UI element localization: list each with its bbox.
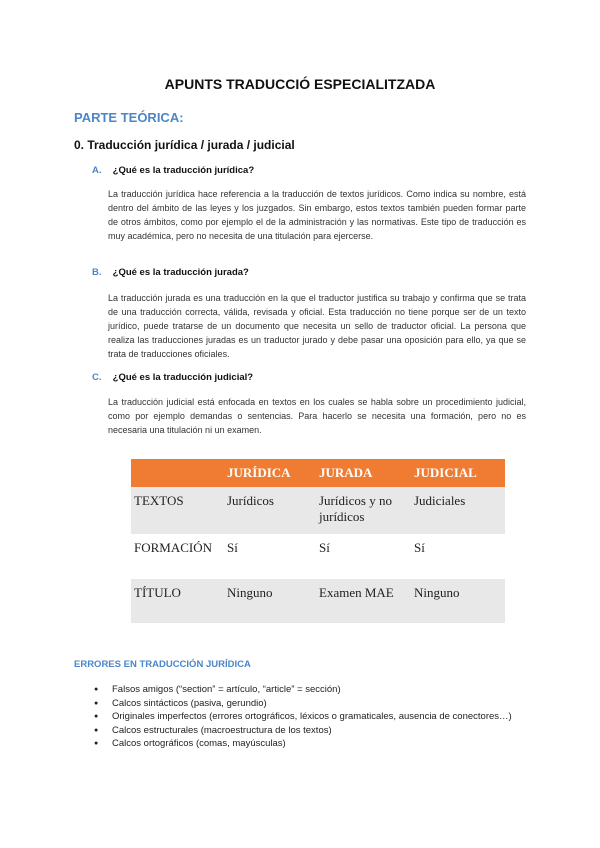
list-item: ● Calcos estructurales (macroestructura de los textos) (94, 724, 512, 738)
table-cell: Jurídicos (224, 487, 316, 534)
question-a-text: La traducción jurídica hace referencia a la traducción de textos jurídicos. Como indica su nombre, está dentro del ámbito de las leyes y los juzgados. Sin embargo, estos textos también pueden formar parte de otros ámbitos, como por ejemplo el de la administración y las normativas. Este tipo de traducción es muy académica, pero no necesita de una titulación para ejercerse. (108, 189, 526, 241)
list-item: ● Falsos amigos (“section” = artículo, “article” = sección) (94, 683, 512, 697)
table-header-cell: JURÍDICA (224, 459, 316, 487)
question-a-title: ¿Qué es la traducción jurídica? (112, 165, 255, 176)
table-row (131, 534, 505, 579)
table-header-row (131, 459, 505, 487)
list-item: ● Calcos sintácticos (pasiva, gerundio) (94, 697, 512, 711)
page-title: APUNTS TRADUCCIÓ ESPECIALITZADA (164, 76, 436, 92)
table-row-label: TÍTULO (131, 579, 224, 623)
question-c-heading (92, 372, 253, 383)
table-cell: Judiciales (411, 487, 505, 534)
question-a-heading (92, 165, 254, 176)
question-c-letter: C. (92, 372, 102, 383)
question-b-title: ¿Qué es la traducción jurada? (112, 267, 249, 278)
question-b-letter: B. (92, 267, 102, 278)
errors-list (94, 683, 512, 751)
table-cell: Ninguno (411, 579, 505, 623)
table-row (131, 579, 505, 623)
table-cell: Sí (414, 540, 425, 555)
list-item: ● Calcos ortográficos (comas, mayúsculas) (94, 737, 512, 751)
table-row-label: FORMACIÓN (134, 540, 213, 555)
table-cell: Ninguno (224, 579, 316, 623)
errors-title: ERRORES EN TRADUCCIÓN JURÍDICA (74, 659, 251, 670)
section-title: PARTE TEÓRICA: (74, 110, 184, 125)
list-item: ● Originales imperfectos (errores ortográficos, léxicos o gramaticales, ausencia de conectores…) (94, 710, 512, 724)
table-header-cell: JUDICIAL (411, 459, 505, 487)
table-header-cell (131, 459, 224, 487)
table-cell: Sí (227, 540, 238, 555)
table-cell: Sí (319, 540, 330, 555)
table-row-label: TEXTOS (131, 487, 224, 534)
question-b-heading (92, 267, 249, 278)
table-cell: Examen MAE (316, 579, 411, 623)
table-header-cell: JURADA (316, 459, 411, 487)
question-c-text: La traducción judicial está enfocada en textos en los cuales se habla sobre un procedimiento judicial, como por ejemplo demandas o sentencias. Para hacerlo se necesita una formación, pero no es necesaria una titulación ni un examen. (108, 397, 526, 435)
subsection-title: 0. Traducción jurídica / jurada / judicial (74, 138, 295, 152)
question-b-text: La traducción jurada es una traducción en la que el traductor justifica su trabajo y confirma que se trata de una traducción correcta, válida, revisada y oficial. Esta traducción no tiene porque ser de un texto jurídico, puede tratarse de un documento que necesita un sello de traductor oficial. La persona que realiza las traducciones juradas es un traductor jurado y debe pasar una oposición para ello, ya que se trata de traducciones oficiales. (108, 293, 526, 359)
question-a-letter: A. (92, 165, 102, 176)
question-c-title: ¿Qué es la traducción judicial? (112, 372, 254, 383)
comparison-table (131, 459, 505, 623)
table-cell: Jurídicos y no jurídicos (316, 487, 411, 534)
table-row (131, 487, 505, 534)
